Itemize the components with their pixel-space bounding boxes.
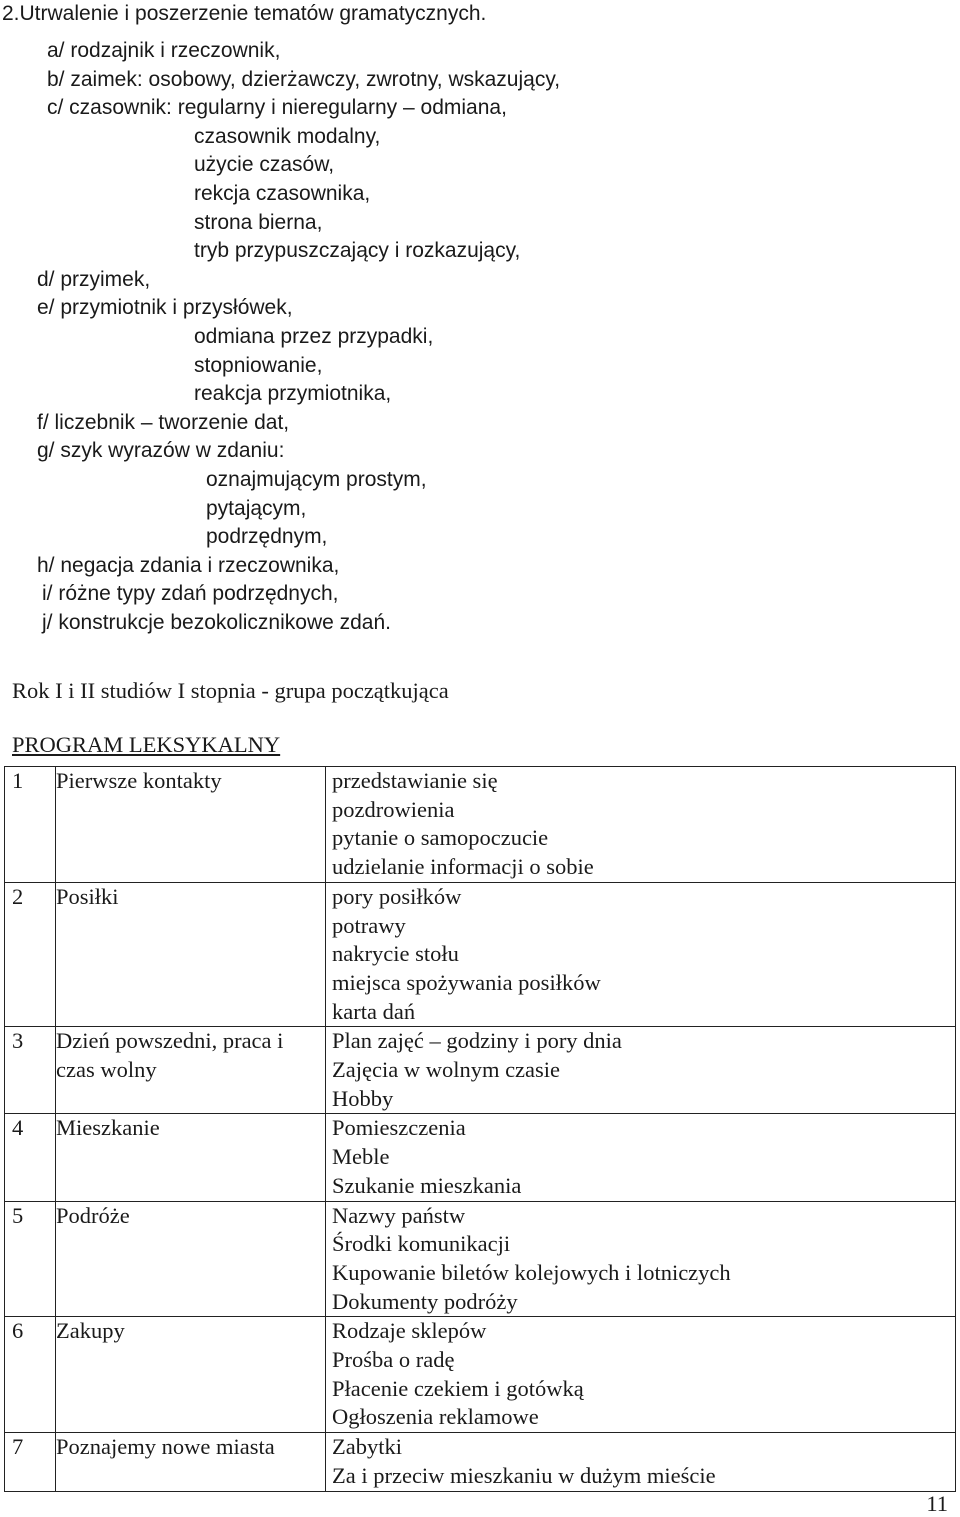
row-number-text: 6: [12, 1318, 24, 1344]
row-theme-text: Podróże: [56, 1202, 130, 1228]
row-number-text: 3: [12, 1028, 24, 1054]
outline-item: oznajmującym prostym,: [206, 467, 427, 491]
row-theme-text: Dzień powszedni, praca i czas wolny: [56, 1028, 284, 1083]
table-row: [5, 767, 956, 883]
topic-item: Płacenie czekiem i gotówką: [332, 1375, 584, 1401]
outline-item: tryb przypuszczający i rozkazujący,: [194, 239, 521, 263]
topic-item: udzielanie informacji o sobie: [332, 854, 594, 880]
table-row: [5, 882, 956, 1027]
outline-item: podrzędnym,: [206, 525, 328, 549]
outline-item: strona bierna,: [194, 210, 323, 234]
outline-item: j/ konstrukcje bezokolicznikowe zdań.: [42, 610, 392, 634]
outline-item: odmiana przez przypadki,: [194, 324, 434, 348]
topic-item: Meble: [332, 1144, 390, 1170]
row-number: [5, 1114, 56, 1201]
outline-item: f/ liczebnik – tworzenie dat,: [37, 410, 290, 434]
outline-item: użycie czasów,: [194, 153, 335, 177]
row-number: [5, 1317, 56, 1433]
row-theme-text: Posiłki: [56, 883, 119, 909]
outline-item: pytającym,: [206, 496, 307, 520]
row-number: [5, 767, 56, 883]
topic-item: Środki komunikacji: [332, 1231, 511, 1257]
row-number-text: 7: [12, 1434, 24, 1460]
table-row: [5, 1433, 956, 1491]
row-number-text: 2: [12, 883, 24, 909]
outline-item: reakcja przymiotnika,: [194, 382, 392, 406]
outline-item: czasownik modalny,: [194, 124, 381, 148]
row-topics: [326, 882, 956, 1027]
row-theme: [56, 767, 326, 883]
topic-item: potrawy: [332, 912, 406, 938]
section-heading: 2.Utrwalenie i poszerzenie tematów gramatycznych.: [2, 2, 487, 25]
outline-item: stopniowanie,: [194, 353, 323, 377]
topic-item: Nazwy państw: [332, 1202, 466, 1228]
row-theme: [56, 1317, 326, 1433]
lexical-program-table: [4, 766, 956, 1492]
outline-item: h/ negacja zdania i rzeczownika,: [37, 553, 340, 577]
row-theme: [56, 882, 326, 1027]
program-title: Rok I i II studiów I stopnia - grupa początkująca: [12, 678, 449, 703]
row-topics: [326, 1433, 956, 1491]
topic-item: Szukanie mieszkania: [332, 1172, 522, 1198]
topic-item: miejsca spożywania posiłków: [332, 969, 601, 995]
row-theme-text: Zakupy: [56, 1318, 125, 1344]
row-theme: [56, 1027, 326, 1114]
row-theme: [56, 1201, 326, 1317]
topic-item: przedstawianie się: [332, 768, 498, 793]
table-row: [5, 1114, 956, 1201]
lexical-program-title: PROGRAM LEKSYKALNY: [12, 732, 281, 757]
topic-item: Hobby: [332, 1085, 394, 1111]
row-theme-text: Mieszkanie: [56, 1115, 160, 1141]
topic-item: Zajęcia w wolnym czasie: [332, 1057, 561, 1083]
topic-item: Dokumenty podróży: [332, 1288, 518, 1314]
outline-item: e/ przymiotnik i przysłówek,: [37, 296, 293, 320]
row-number: [5, 1201, 56, 1317]
outline-item: g/ szyk wyrazów w zdaniu:: [37, 439, 285, 463]
topic-item: pytanie o samopoczucie: [332, 825, 549, 851]
topic-item: pozdrowienia: [332, 796, 455, 822]
topic-item: nakrycie stołu: [332, 941, 459, 967]
row-topics: [326, 767, 956, 883]
topic-item: Plan zajęć – godziny i pory dnia: [332, 1028, 622, 1054]
grammar-outline: [0, 37, 960, 637]
topic-item: karta dań: [332, 998, 416, 1024]
row-theme-text: Poznajemy nowe miasta: [56, 1434, 275, 1460]
row-number: [5, 1027, 56, 1114]
table-row: [5, 1317, 956, 1433]
row-theme: [56, 1114, 326, 1201]
row-theme-text: Pierwsze kontakty: [56, 768, 222, 793]
topic-item: Kupowanie biletów kolejowych i lotniczych: [332, 1259, 731, 1285]
row-topics: [326, 1317, 956, 1433]
outline-item: i/ różne typy zdań podrzędnych,: [42, 582, 339, 606]
topic-item: Ogłoszenia reklamowe: [332, 1404, 539, 1430]
row-number: [5, 1433, 56, 1491]
outline-item: c/ czasownik: regularny i nieregularny – odmiana,: [47, 96, 507, 120]
topic-item: Zabytki: [332, 1434, 402, 1460]
row-topics: [326, 1201, 956, 1317]
outline-item: a/ rodzajnik i rzeczownik,: [47, 39, 281, 62]
row-topics: [326, 1027, 956, 1114]
page-number: 11: [926, 1491, 948, 1516]
topic-item: Pomieszczenia: [332, 1115, 466, 1141]
row-topics: [326, 1114, 956, 1201]
row-number: [5, 882, 56, 1027]
topic-item: Prośba o radę: [332, 1347, 455, 1373]
row-theme: [56, 1433, 326, 1491]
topic-item: pory posiłków: [332, 883, 462, 909]
table-row: [5, 1027, 956, 1114]
row-number-text: 1: [12, 768, 24, 793]
outline-item: rekcja czasownika,: [194, 181, 371, 205]
outline-item: d/ przyimek,: [37, 267, 151, 291]
topic-item: Rodzaje sklepów: [332, 1318, 487, 1344]
table-row: [5, 1201, 956, 1317]
topic-item: Za i przeciw mieszkaniu w dużym mieście: [332, 1462, 716, 1488]
row-number-text: 5: [12, 1202, 24, 1228]
outline-item: b/ zaimek: osobowy, dzierżawczy, zwrotny, wskazujący,: [47, 67, 561, 91]
row-number-text: 4: [12, 1115, 24, 1141]
